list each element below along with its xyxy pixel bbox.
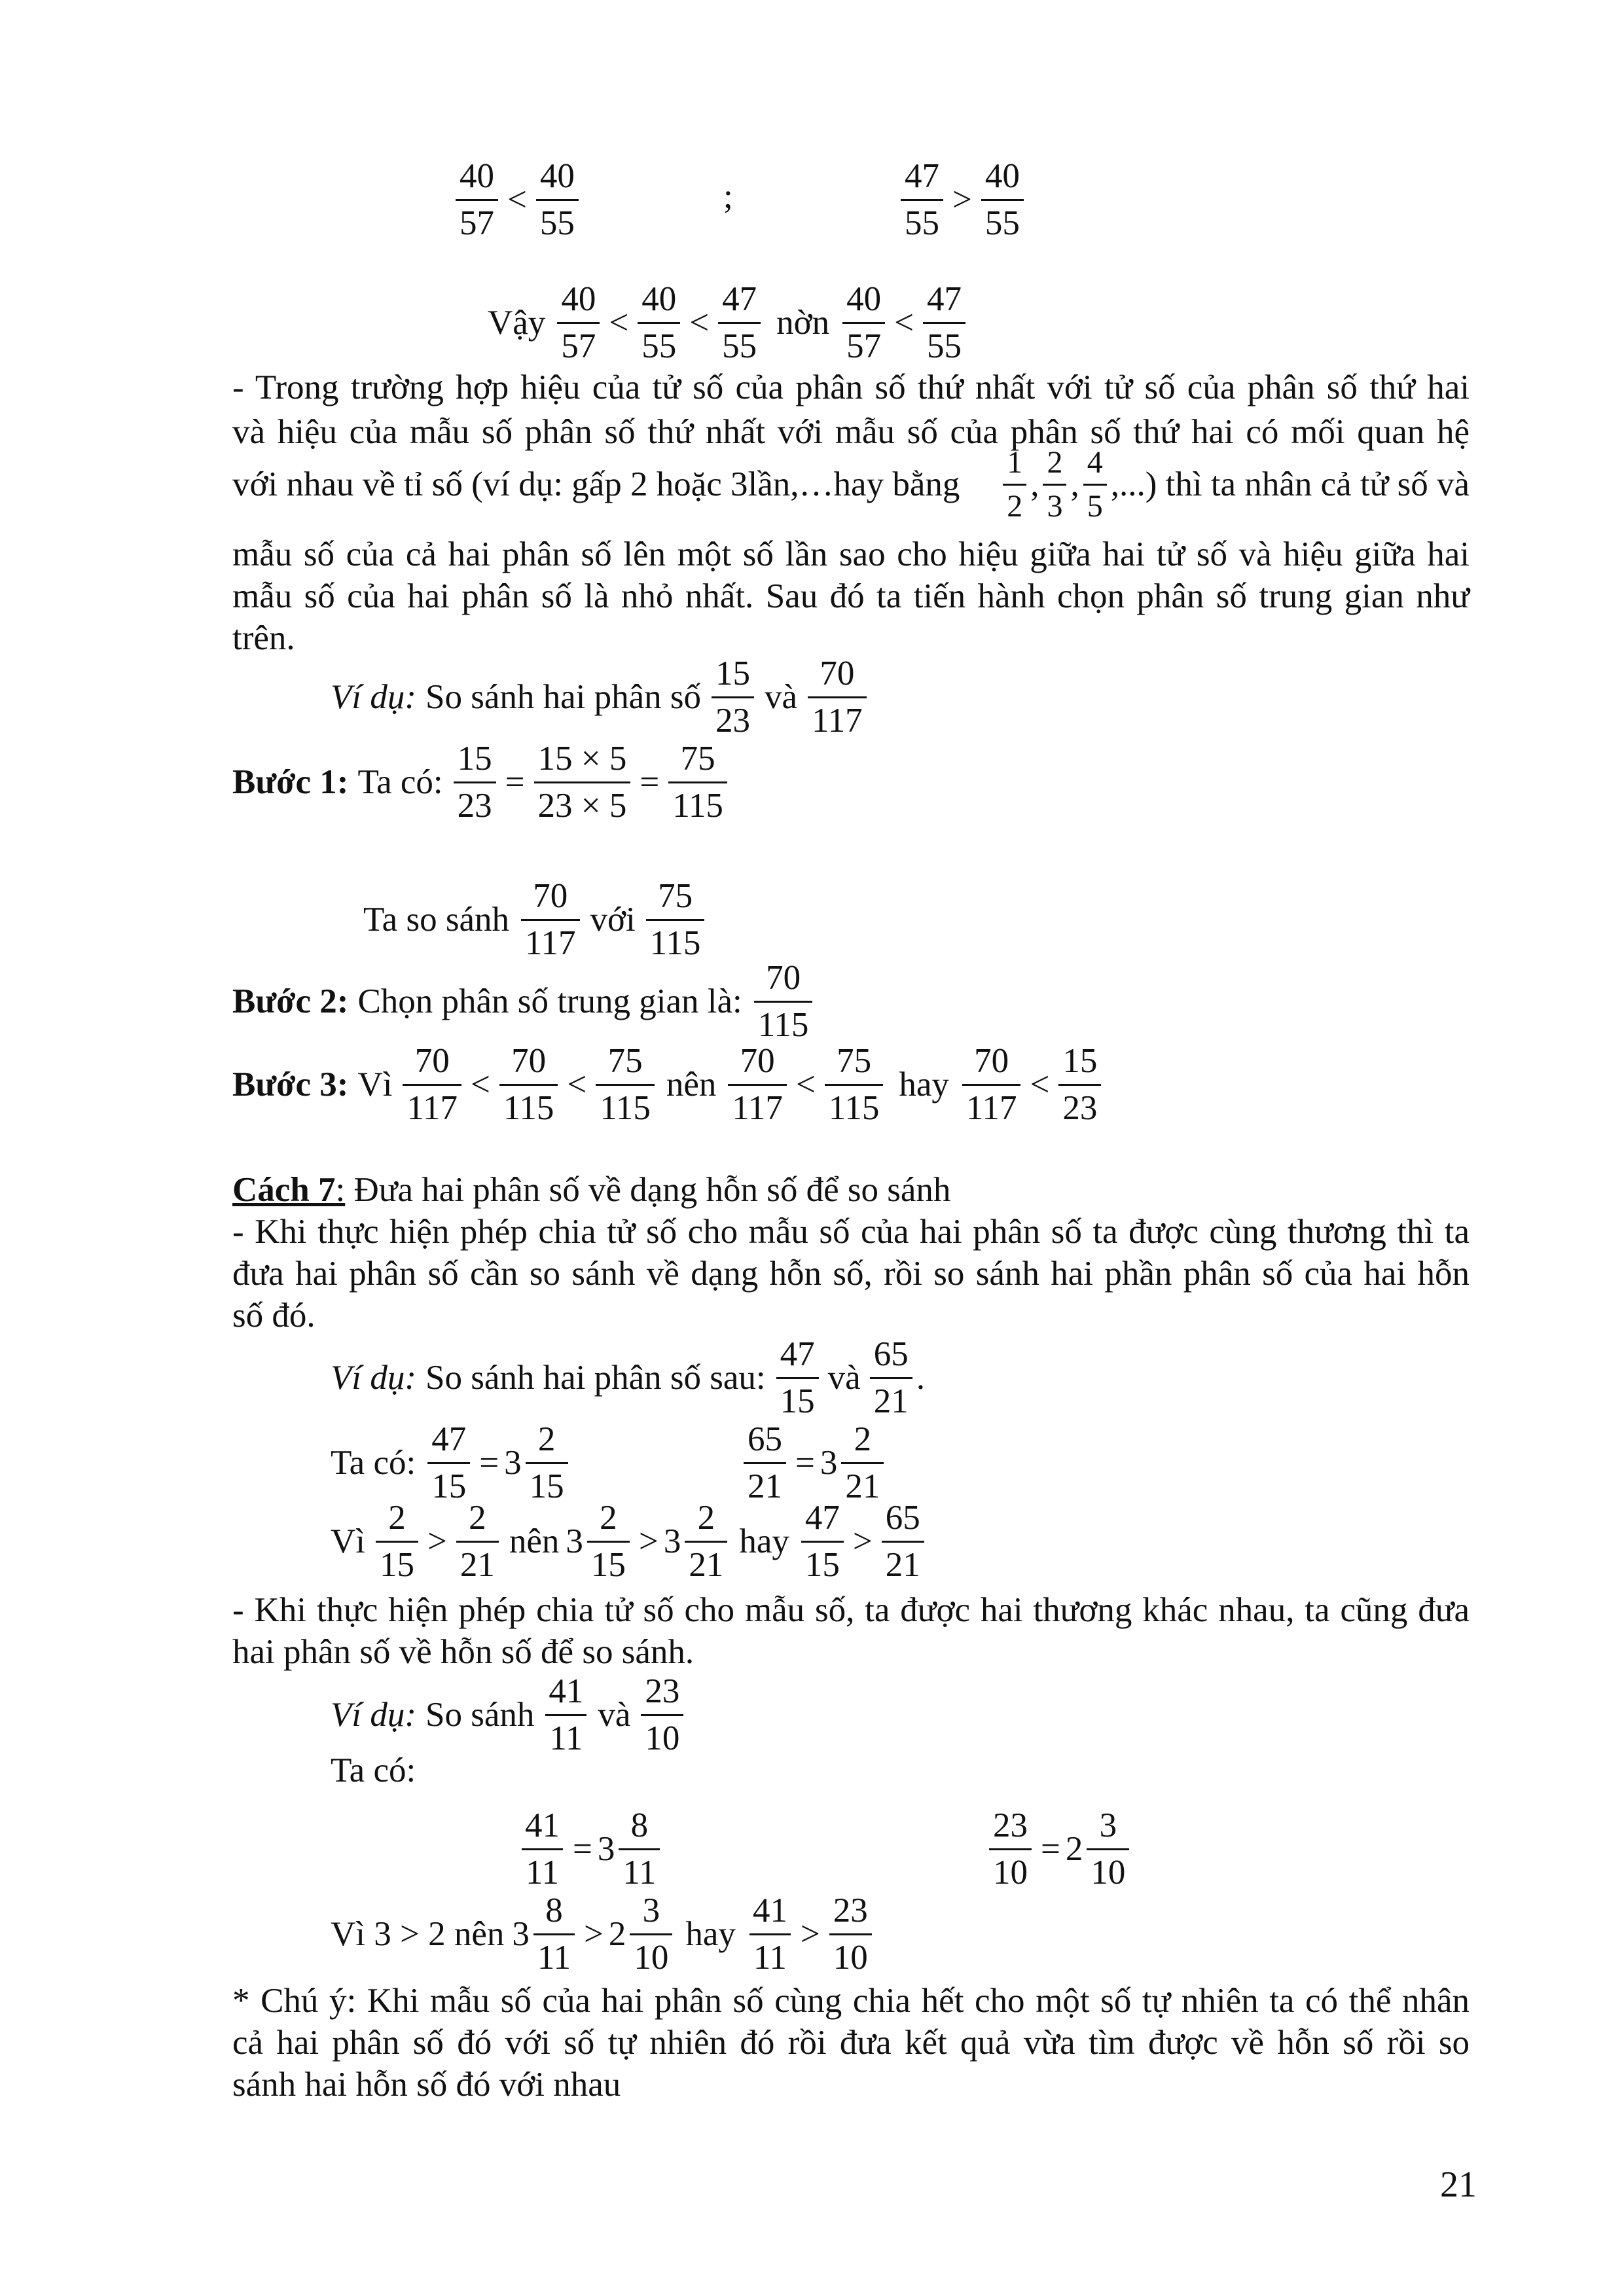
example-1: Ví dụ: So sánh hai phân số $\frac{15}{23}$ và $\frac{70}{117}$ — [331, 655, 871, 740]
example-3-work-right: $\frac{23}{10}$ = 2 $\frac{3}{10}$ — [985, 1806, 1133, 1892]
fraction: $\frac{15}{23}$ — [454, 742, 496, 823]
fraction: $\frac{1}{2}$ — [1003, 447, 1026, 522]
example-3-work-left: $\frac{41}{11}$ = 3 $\frac{8}{11}$ — [517, 1806, 664, 1892]
fraction: $\frac{47}{15}$ — [776, 1337, 819, 1419]
fraction: $\frac{70}{117}$ — [808, 656, 867, 738]
fraction: $\frac{23}{10}$ — [989, 1808, 1032, 1890]
fraction: $\frac{40}{55}$ — [536, 159, 579, 241]
fraction: $\frac{47}{55}$ — [923, 282, 965, 364]
mixed-number: 3 $\frac{2}{21}$ — [820, 1422, 888, 1504]
paragraph-different-quotients: - Khi thực hiện phép chia tử số cho mẫu số, ta được hai thương khác nhau, ta cũng đưa hai phân số về hỗn số để so sánh. — [232, 1591, 1470, 1671]
step-2: Bước 2: Chọn phân số trung gian là: $\frac{70}{115}$ — [232, 959, 816, 1044]
fraction: $\frac{65}{21}$ — [882, 1501, 924, 1583]
fraction: $\frac{40}{57}$ — [456, 159, 498, 241]
paragraph-ratio-case: - Trong trường hợp hiệu của tử số của phân số thứ nhất với tử số của phân số thứ hai và hiệu của mẫu số phân số thứ nhất với mẫu số của phân số thứ hai có mối quan hệ — [232, 368, 1470, 451]
fraction: $\frac{70}{115}$ — [754, 961, 813, 1043]
top-comparison-right: $\frac{47}{55}$ > $\frac{40}{55}$ — [897, 157, 1028, 242]
step-1-compare: Ta so sánh $\frac{70}{117}$ với $\frac{75}{115}$ — [363, 877, 708, 962]
example-3: Ví dụ: So sánh $\frac{41}{11}$ và $\frac{23}{10}$ — [331, 1672, 687, 1757]
paragraph-ratio-line3: với nhau về tỉ số (ví dụ: gấp 2 hoặc 3lần,…hay bằng $\frac{1}{2}$ , $\frac{2}{3}$ , $\frac{4}{5}$ ,...) thì ta nhân cả tử số và — [232, 444, 1470, 524]
fraction: $\frac{2}{3}$ — [1043, 447, 1066, 522]
example-2-work-left: Ta có: $\frac{47}{15}$ = 3 $\frac{2}{15}$ — [331, 1420, 572, 1505]
fraction: $\frac{41}{11}$ — [521, 1808, 564, 1890]
fraction: $\frac{15}{23}$ — [712, 656, 754, 738]
fraction: $\frac{15 \times 5}{23 \times 5}$ — [534, 742, 631, 823]
fraction: $\frac{70}{117}$ — [962, 1044, 1021, 1126]
fraction: $\frac{47}{55}$ — [718, 282, 761, 364]
fraction: $\frac{70}{115}$ — [499, 1044, 558, 1126]
fraction: $\frac{47}{15}$ — [801, 1501, 844, 1583]
fraction: $\frac{47}{15}$ — [427, 1422, 470, 1504]
fraction: $\frac{75}{115}$ — [596, 1044, 655, 1126]
step-1: Bước 1: Ta có: $\frac{15}{23}$ = $\frac{15 \times 5}{23 \times 5}$ = $\frac{75}{115}$ — [232, 740, 731, 825]
fraction: $\frac{40}{55}$ — [981, 159, 1024, 241]
section-heading: Cách 7: Đưa hai phân số về dạng hỗn số để so sánh — [232, 1171, 951, 1209]
fraction: $\frac{75}{115}$ — [825, 1044, 884, 1126]
fraction: $\frac{23}{10}$ — [829, 1893, 872, 1975]
fraction: $\frac{47}{55}$ — [901, 159, 943, 241]
example-2: Ví dụ: So sánh hai phân số sau: $\frac{47}{15}$ và $\frac{65}{21}$ . — [331, 1335, 925, 1420]
fraction: $\frac{4}{5}$ — [1083, 447, 1107, 522]
fraction: $\frac{40}{55}$ — [638, 282, 680, 364]
mixed-number: 3 $\frac{2}{15}$ — [566, 1501, 634, 1583]
fraction: $\frac{70}{117}$ — [403, 1044, 461, 1126]
cach-7-section: Cách 7: Đưa hai phân số về dạng hỗn số để so sánh - Khi thực hiện phép chia tử số cho mẫu số của hai phân số ta được cùng thương thì ta đưa hai phân số cần so sánh về dạng hỗn số, rồi so sánh hai phần phân số của hai hỗn số đó. — [232, 1169, 1470, 1336]
fraction: $\frac{2}{15}$ — [376, 1501, 418, 1583]
separator: ; — [723, 177, 733, 215]
example-3-taco: Ta có: — [331, 1751, 416, 1789]
mixed-number: 2 $\frac{3}{10}$ — [609, 1893, 677, 1975]
mixed-number: 3 $\frac{8}{11}$ — [512, 1893, 579, 1975]
fraction: $\frac{15}{23}$ — [1058, 1044, 1101, 1126]
step-3: Bước 3: Vì $\frac{70}{117}$ < $\frac{70}{115}$ < $\frac{75}{115}$ nên $\frac{70}{117}$ < $\frac{75}{115}$ hay $\frac{70}{117}$ < $\frac{15}{23}$ — [232, 1042, 1105, 1127]
note-paragraph: * Chú ý: Khi mẫu số của hai phân số cùng chia hết cho một số tự nhiên ta có thể nhân cả hai phân số đó với số tự nhiên đó rồi đưa kết quả vừa tìm được về hỗn số rồi so sánh hai hỗn số đó với nhau — [232, 1982, 1470, 2104]
fraction: $\frac{23}{10}$ — [641, 1674, 683, 1756]
fraction: $\frac{2}{21}$ — [456, 1501, 499, 1583]
fraction: $\frac{70}{117}$ — [521, 879, 580, 961]
example-3-conclusion: Vì 3 > 2 nên 3 $\frac{8}{11}$ > 2 $\frac{3}{10}$ hay $\frac{41}{11}$ > $\frac{23}{10}$ — [331, 1892, 876, 1977]
top-comparison-left: $\frac{40}{57}$ < $\frac{40}{55}$ — [452, 157, 583, 242]
fraction: $\frac{75}{115}$ — [668, 742, 727, 823]
example-2-conclusion: Vì $\frac{2}{15}$ > $\frac{2}{21}$ nên 3 $\frac{2}{15}$ > 3 $\frac{2}{21}$ hay $\frac{47}{15}$ > $\frac{65}{21}$ — [331, 1499, 928, 1584]
mixed-number: 3 $\frac{8}{11}$ — [598, 1808, 664, 1890]
page-number: 21 — [1440, 2164, 1477, 2205]
mixed-number: 2 $\frac{3}{10}$ — [1066, 1808, 1134, 1890]
fraction: $\frac{70}{117}$ — [728, 1044, 787, 1126]
fraction: $\frac{41}{11}$ — [749, 1893, 791, 1975]
fraction: $\frac{75}{115}$ — [646, 879, 705, 961]
conclusion-row: Vậy $\frac{40}{57}$ < $\frac{40}{55}$ < $\frac{47}{55}$ nờn $\frac{40}{57}$ < $\frac{47}{55}$ — [488, 280, 969, 365]
fraction: $\frac{41}{11}$ — [545, 1674, 587, 1756]
paragraph-ratio-rest: mẫu số của cả hai phân số lên một số lần sao cho hiệu giữa hai tử số và hiệu giữa hai mẫu số của hai phân số là nhỏ nhất. Sau đó ta tiến hành chọn phân số trung gian như trên. — [232, 535, 1470, 657]
mixed-number: 3 $\frac{2}{21}$ — [664, 1501, 732, 1583]
mixed-number: 3 $\frac{2}{15}$ — [504, 1422, 572, 1504]
example-2-work-right: $\frac{65}{21}$ = 3 $\frac{2}{21}$ — [740, 1420, 888, 1505]
fraction: $\frac{65}{21}$ — [744, 1422, 786, 1504]
fraction: $\frac{40}{57}$ — [842, 282, 885, 364]
fraction: $\frac{65}{21}$ — [870, 1337, 912, 1419]
fraction: $\frac{40}{57}$ — [557, 282, 600, 364]
